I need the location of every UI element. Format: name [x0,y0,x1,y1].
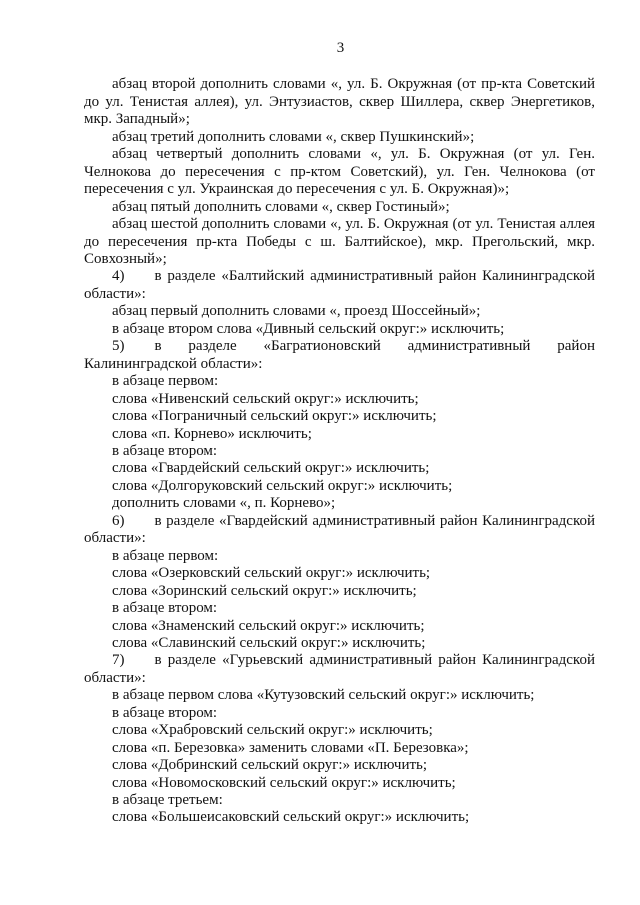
paragraph-8: в абзаце втором слова «Дивный сельский округ:» исключить; [112,320,505,337]
paragraph-14: в абзаце втором: [112,442,218,459]
paragraph-1: абзац второй дополнить словами «, ул. Б. Окружная (от пр-кта Советский до ул. Тенистая аллея), ул. Энтузиастов, сквер Шиллера, сквер Энергетиков, мкр. Западный»; [84,76,595,128]
paragraph-32: в абзаце третьем: [112,792,223,809]
paragraph-16: слова «Долгоруковский сельский округ:» исключить; [112,477,453,494]
paragraph-7: абзац первый дополнить словами «, проезд Шоссейный»; [112,303,481,320]
paragraph-12: слова «Пограничный сельский округ:» исключить; [112,408,437,425]
paragraph-2: абзац третий дополнить словами «, сквер Пушкинский»; [112,128,475,145]
paragraph-19: в абзаце первом: [112,547,219,564]
paragraph-18: 6) в разделе «Гвардейский административный район Калининградской области»: [84,512,595,547]
paragraph-24: слова «Славинский сельский округ:» исключить; [112,634,426,651]
paragraph-21: слова «Зоринский сельский округ:» исключить; [112,582,417,599]
paragraph-31: слова «Новомосковский сельский округ:» исключить; [112,774,456,791]
paragraph-4: абзац пятый дополнить словами «, сквер Гостиный»; [112,198,450,215]
paragraph-30: слова «Добринский сельский округ:» исключить; [112,757,428,774]
paragraph-13: слова «п. Корнево» исключить; [112,425,312,442]
paragraph-28: слова «Храбровский сельский округ:» исключить; [112,722,433,739]
paragraph-26: в абзаце первом слова «Кутузовский сельский округ:» исключить; [112,687,535,704]
paragraph-27: в абзаце втором: [112,704,218,721]
paragraph-10: в абзаце первом: [112,373,219,390]
paragraph-5: абзац шестой дополнить словами «, ул. Б. Окружная (от ул. Тенистая аллея до пересечения пр-кта Победы с ш. Балтийское), мкр. Прегольский, мкр. Совхозный»; [84,216,595,267]
paragraph-22: в абзаце втором: [112,600,218,617]
paragraph-11: слова «Нивенский сельский округ:» исключить; [112,390,419,407]
paragraph-3: абзац четвертый дополнить словами «, ул. Б. Окружная (от ул. Ген. Челнокова до пересечения с пр-ктом Советский), ул. Ген. Челнокова (от пересечения с ул. Украинская до пересечения с ул. Б. Окружная)»; [84,146,595,198]
document-body [84,76,595,826]
paragraph-9: 5) в разделе «Багратионовский административный район Калининградской области»: [84,338,595,372]
paragraph-17: дополнить словами «, п. Корнево»; [112,495,336,512]
paragraph-33: слова «Большеисаковский сельский округ:» исключить; [112,809,470,826]
paragraph-20: слова «Озерковский сельский округ:» исключить; [112,565,431,582]
paragraph-15: слова «Гвардейский сельский округ:» исключить; [112,460,430,477]
paragraph-25: 7) в разделе «Гурьевский административный район Калининградской области»: [84,652,595,686]
paragraph-23: слова «Знаменский сельский округ:» исключить; [112,617,425,634]
paragraph-6: 4) в разделе «Балтийский административный район Калининградской области»: [84,268,595,302]
page-number: 3 [336,40,345,56]
paragraph-29: слова «п. Березовка» заменить словами «П. Березовка»; [112,739,469,756]
